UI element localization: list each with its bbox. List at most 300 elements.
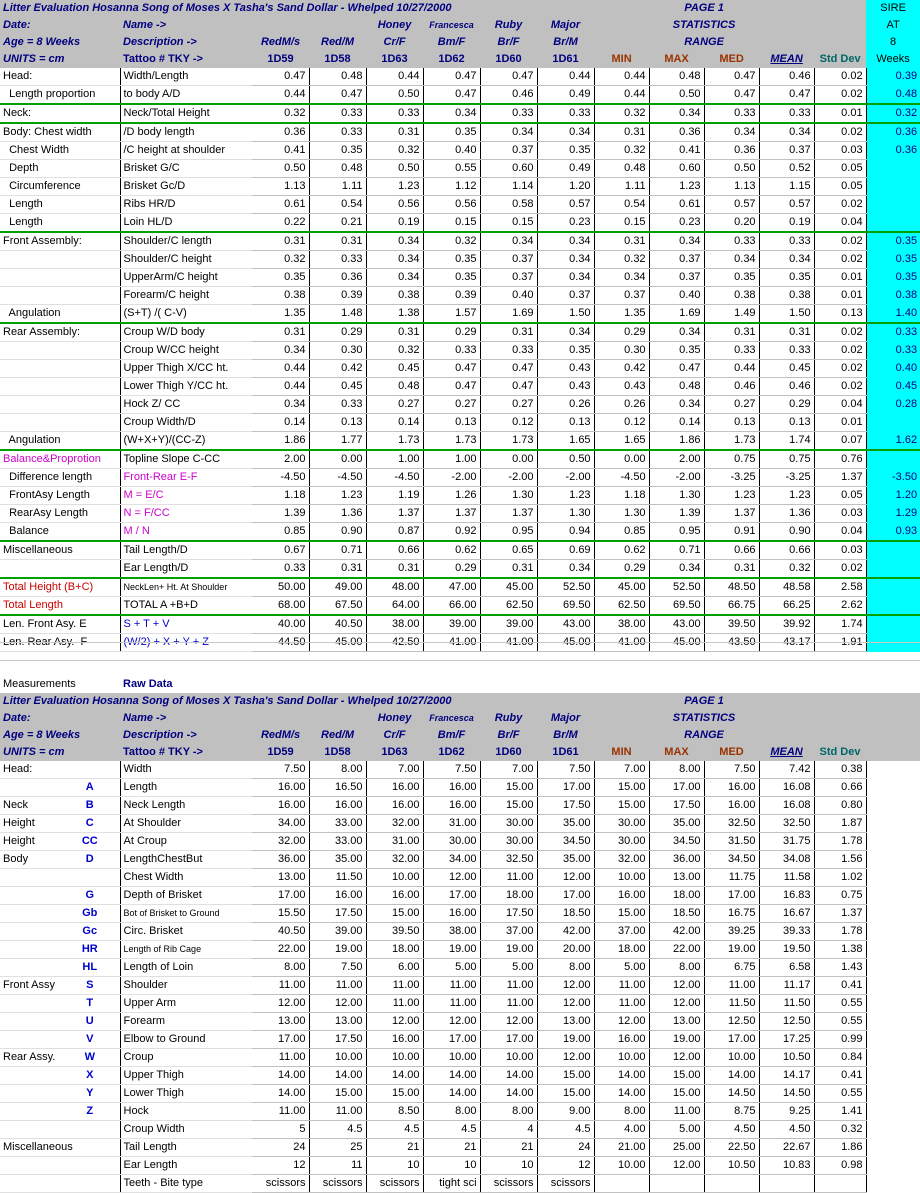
puppy-measurement: scissors: [537, 1175, 594, 1193]
mean-value: 31.75: [759, 833, 814, 851]
puppy-value: 0.39: [309, 287, 366, 305]
puppy-value: 0.71: [309, 541, 366, 560]
mean-value: 7.42: [759, 761, 814, 779]
puppy-value: 0.33: [423, 342, 480, 360]
measurement-code: HL: [60, 959, 120, 977]
measurement-desc: Width: [120, 761, 252, 779]
measurement-row: [0, 1067, 920, 1085]
blank: [866, 1013, 920, 1031]
puppy-value: 1.65: [537, 432, 594, 451]
puppy-value: -4.50: [366, 469, 423, 487]
min-value: 0.29: [594, 323, 649, 342]
puppy-value: 0.27: [423, 396, 480, 414]
ratio-row: [0, 104, 920, 123]
puppy-measurement: 4.5: [309, 1121, 366, 1139]
min-value: 0.42: [594, 360, 649, 378]
puppy-value: 0.50: [366, 86, 423, 105]
puppy-measurement: 35.00: [537, 815, 594, 833]
max-value: 1.86: [649, 432, 704, 451]
med-value: 0.20: [704, 214, 759, 233]
std-dev-value: 0.04: [814, 214, 866, 233]
min-value: 1.30: [594, 505, 649, 523]
puppy-measurement: 10.00: [309, 1049, 366, 1067]
sire-value: [866, 160, 920, 178]
puppy-value: 0.44: [252, 86, 309, 105]
puppy-value: 1.30: [480, 487, 537, 505]
puppy-value: 1.86: [252, 432, 309, 451]
mean-value: 4.50: [759, 1121, 814, 1139]
mean-value: 0.33: [759, 232, 814, 251]
min-value: 14.00: [594, 1085, 649, 1103]
puppy-value: 0.35: [423, 123, 480, 142]
puppy-measurement: 16.00: [423, 797, 480, 815]
puppy-value: 0.47: [480, 360, 537, 378]
puppy-measurement: 11.00: [366, 977, 423, 995]
med-value: 7.50: [704, 761, 759, 779]
med-value: 0.35: [704, 269, 759, 287]
puppy-tattoo-1: 1D59: [252, 51, 309, 68]
max-value: 0.37: [649, 269, 704, 287]
std-dev-value: [814, 1175, 866, 1193]
med-value: 0.91: [704, 523, 759, 542]
med-value: 11.75: [704, 869, 759, 887]
max-value: 36.00: [649, 851, 704, 869]
puppy-value: 1.26: [423, 487, 480, 505]
puppy-measurement: 16.00: [366, 779, 423, 797]
measurement-desc: Lower Thigh: [120, 1085, 252, 1103]
puppy-value: -2.00: [537, 469, 594, 487]
puppy-value: 0.38: [366, 287, 423, 305]
ratio-label: Front Assembly:: [0, 232, 120, 251]
std-dev-value: 0.02: [814, 323, 866, 342]
std-dev-value: 1.37: [814, 469, 866, 487]
puppy-tattoo-6: 1D61: [537, 51, 594, 68]
measurements-label-row: [0, 676, 920, 693]
max-value: 5.00: [649, 1121, 704, 1139]
max-value: 0.23: [649, 214, 704, 233]
min-value: 1.11: [594, 178, 649, 196]
puppy-value: 0.13: [423, 414, 480, 432]
puppy-value: 1.37: [423, 505, 480, 523]
puppy-measurement: 14.00: [480, 1085, 537, 1103]
puppy-value: 45.00: [309, 634, 366, 652]
max-value: 0.50: [649, 86, 704, 105]
blank: [814, 0, 866, 17]
blank: [866, 744, 920, 761]
sire-value: [866, 597, 920, 616]
puppy-value: 1.69: [480, 305, 537, 324]
puppy-measurement: 7.00: [480, 761, 537, 779]
puppy-measurement: 33.00: [309, 815, 366, 833]
med-value: [704, 1175, 759, 1193]
puppy-measurement: 17.00: [252, 887, 309, 905]
ratio-label: Angulation: [0, 305, 120, 324]
puppy-value: 0.45: [366, 360, 423, 378]
ratio-formula: UpperArm/C height: [120, 269, 252, 287]
std-dev-value: 1.38: [814, 941, 866, 959]
sire-value: 0.32: [866, 104, 920, 123]
ratio-row: [0, 123, 920, 142]
puppy-value: 1.37: [366, 505, 423, 523]
puppy-value: 0.31: [480, 560, 537, 579]
puppy-measurement: 12.00: [537, 869, 594, 887]
blank: [866, 941, 920, 959]
puppy-value: 0.30: [309, 342, 366, 360]
puppy-value: 0.50: [537, 450, 594, 469]
measurement-group: [0, 905, 60, 923]
ratio-row: [0, 469, 920, 487]
puppy-value: 0.32: [252, 251, 309, 269]
ratio-label: Len. Rear Asy. F: [0, 634, 120, 652]
puppy-measurement: 12: [537, 1157, 594, 1175]
ratio-label: Len. Front Asy. E: [0, 615, 120, 634]
puppy-value: 0.38: [252, 287, 309, 305]
med-value: 0.31: [704, 560, 759, 579]
puppy-measurement: 12.00: [423, 869, 480, 887]
blank: [866, 761, 920, 779]
puppy-value: 1.77: [309, 432, 366, 451]
ratio-row: [0, 505, 920, 523]
puppy-value: 40.50: [309, 615, 366, 634]
puppy-measurement: 7.50: [309, 959, 366, 977]
puppy-value: 1.23: [537, 487, 594, 505]
puppy-value: 0.62: [423, 541, 480, 560]
max-value: 1.30: [649, 487, 704, 505]
std-dev-value: 0.02: [814, 342, 866, 360]
std-dev-value: 0.02: [814, 86, 866, 105]
puppy-value: 0.95: [480, 523, 537, 542]
puppy-value: 45.00: [537, 634, 594, 652]
med-value: 0.44: [704, 360, 759, 378]
measurements-sheet: [0, 676, 920, 1193]
blank: [866, 1067, 920, 1085]
puppy-measurement: 8.00: [309, 761, 366, 779]
puppy-measurement: 21: [480, 1139, 537, 1157]
puppy-measurement: 11.00: [252, 977, 309, 995]
puppy-value: 0.40: [480, 287, 537, 305]
puppy-value: 0.33: [480, 104, 537, 123]
puppy-value: 0.29: [423, 560, 480, 579]
max-value: 18.50: [649, 905, 704, 923]
puppy-value: 0.21: [309, 214, 366, 233]
puppy-value: -4.50: [309, 469, 366, 487]
med-value: 0.13: [704, 414, 759, 432]
ratio-label: [0, 378, 120, 396]
puppy-tattoo-5: 1D60: [480, 744, 537, 761]
min-value: 37.00: [594, 923, 649, 941]
min-value: 0.32: [594, 142, 649, 160]
measurement-code: G: [60, 887, 120, 905]
puppy-measurement: 16.00: [366, 887, 423, 905]
blank: [814, 710, 866, 727]
puppy-measurement: 42.00: [537, 923, 594, 941]
sire-value: 0.35: [866, 232, 920, 251]
std-dev-value: 0.02: [814, 68, 866, 86]
puppy-value: 69.50: [537, 597, 594, 616]
measurement-group: Height: [0, 815, 60, 833]
max-value: 34.50: [649, 833, 704, 851]
ratio-label: RearAsy Length: [0, 505, 120, 523]
mean-value: 6.58: [759, 959, 814, 977]
puppy-measurement: 8.00: [480, 1103, 537, 1121]
ratio-row: [0, 251, 920, 269]
min-value: 0.62: [594, 541, 649, 560]
std-dev-value: 0.02: [814, 123, 866, 142]
name-label: Name ->: [120, 17, 252, 34]
max-value: 0.48: [649, 68, 704, 86]
blank: [814, 727, 866, 744]
measurement-code: HR: [60, 941, 120, 959]
std-dev-value: 0.02: [814, 360, 866, 378]
puppy-measurement: 34.50: [537, 833, 594, 851]
puppy-measurement: 10: [366, 1157, 423, 1175]
mean-value: 66.25: [759, 597, 814, 616]
puppy-value: 0.27: [366, 396, 423, 414]
puppy-value: 0.13: [309, 414, 366, 432]
sire-value: 1.20: [866, 487, 920, 505]
std-dev-value: 0.13: [814, 305, 866, 324]
puppy-desc-1: RedM/s: [252, 34, 309, 51]
mean-value: 12.50: [759, 1013, 814, 1031]
puppy-measurement: 39.50: [366, 923, 423, 941]
med-value: 0.38: [704, 287, 759, 305]
statistics-label: STATISTICS: [594, 17, 814, 34]
mean-value: 11.17: [759, 977, 814, 995]
mean-value: 16.08: [759, 797, 814, 815]
puppy-measurement: 8.50: [366, 1103, 423, 1121]
med-value: 34.50: [704, 851, 759, 869]
puppy-value: 0.45: [309, 378, 366, 396]
puppy-tattoo-6: 1D61: [537, 744, 594, 761]
measurement-row: [0, 869, 920, 887]
ratio-label: Chest Width: [0, 142, 120, 160]
std-dev-header: Std Dev: [814, 744, 866, 761]
ratio-formula: Ear Length/D: [120, 560, 252, 579]
measurement-desc: Chest Width: [120, 869, 252, 887]
min-value: 0.37: [594, 287, 649, 305]
med-value: 1.13: [704, 178, 759, 196]
ratio-label: Body: Chest width: [0, 123, 120, 142]
measurement-desc: Croup Width: [120, 1121, 252, 1139]
std-dev-value: 2.62: [814, 597, 866, 616]
puppy-value: 0.42: [309, 360, 366, 378]
measurement-row: [0, 833, 920, 851]
puppy-measurement: 16.00: [366, 797, 423, 815]
sire-at: AT: [866, 17, 920, 34]
puppy-value: 1.23: [309, 487, 366, 505]
ratio-formula: Neck/Total Height: [120, 104, 252, 123]
puppy-value: 0.31: [480, 323, 537, 342]
measurements-label: Measurements: [3, 678, 76, 690]
blank-spreadsheet-strip: [0, 640, 920, 676]
ratio-row: [0, 378, 920, 396]
puppy-measurement: 4.5: [423, 1121, 480, 1139]
measurement-group: Head:: [0, 761, 60, 779]
max-value: 17.50: [649, 797, 704, 815]
med-value: 10.00: [704, 1049, 759, 1067]
measurement-code: [60, 1121, 120, 1139]
measurement-code: W: [60, 1049, 120, 1067]
med-value: 8.75: [704, 1103, 759, 1121]
std-dev-value: 0.05: [814, 178, 866, 196]
mean-value: [759, 1175, 814, 1193]
puppy-value: 0.29: [309, 323, 366, 342]
std-dev-value: 0.02: [814, 378, 866, 396]
med-value: 12.50: [704, 1013, 759, 1031]
puppy-measurement: 13.00: [537, 1013, 594, 1031]
sire-value: [866, 178, 920, 196]
puppy-name-6: Major: [537, 17, 594, 34]
med-value: 16.75: [704, 905, 759, 923]
puppy-measurement: 10.00: [366, 1049, 423, 1067]
puppy-measurement: 22.00: [252, 941, 309, 959]
puppy-measurement: 15.00: [366, 1085, 423, 1103]
mean-value: 0.52: [759, 160, 814, 178]
puppy-measurement: 33.00: [309, 833, 366, 851]
measurement-row: [0, 1013, 920, 1031]
puppy-value: 1.57: [423, 305, 480, 324]
header-row-desc: [0, 34, 920, 51]
med-value: 16.00: [704, 797, 759, 815]
mean-value: -3.25: [759, 469, 814, 487]
std-dev-value: 0.84: [814, 1049, 866, 1067]
puppy-value: 0.48: [309, 160, 366, 178]
blank: [814, 17, 866, 34]
puppy-measurement: 10.00: [366, 869, 423, 887]
measurement-row: [0, 1031, 920, 1049]
ratio-formula: Lower Thigh Y/CC ht.: [120, 378, 252, 396]
std-dev-value: 0.05: [814, 487, 866, 505]
measurement-desc: Ear Length: [120, 1157, 252, 1175]
measurement-code: S: [60, 977, 120, 995]
std-dev-value: 0.76: [814, 450, 866, 469]
puppy-measurement: 7.50: [537, 761, 594, 779]
blank: [866, 693, 920, 710]
puppy-value: 0.31: [309, 232, 366, 251]
ratio-formula: Shoulder/C length: [120, 232, 252, 251]
max-value: -2.00: [649, 469, 704, 487]
mean-header: MEAN: [759, 744, 814, 761]
ratio-row: [0, 86, 920, 105]
puppy-value: 1.19: [366, 487, 423, 505]
std-dev-value: 0.98: [814, 1157, 866, 1175]
puppy-value: 1.30: [537, 505, 594, 523]
measurement-group: [0, 1175, 60, 1193]
puppy-value: 0.35: [423, 269, 480, 287]
puppy-measurement: 4: [480, 1121, 537, 1139]
max-value: 0.34: [649, 104, 704, 123]
puppy-measurement: 10.00: [423, 1049, 480, 1067]
puppy-tattoo-2: 1D58: [309, 744, 366, 761]
puppy-value: 0.47: [423, 360, 480, 378]
mean-value: 39.92: [759, 615, 814, 634]
measurement-desc: Upper Arm: [120, 995, 252, 1013]
sheet-title: Litter Evaluation Hosanna Song of Moses X Tasha's Sand Dollar - Whelped 10/27/2000: [0, 693, 594, 710]
puppy-measurement: 10.00: [480, 1049, 537, 1067]
std-dev-value: 0.38: [814, 761, 866, 779]
puppy-value: 0.26: [537, 396, 594, 414]
header-row-title: [0, 693, 920, 710]
std-dev-value: 0.03: [814, 541, 866, 560]
puppy-measurement: 15.00: [537, 1085, 594, 1103]
mean-value: 17.25: [759, 1031, 814, 1049]
puppy-value: 0.47: [309, 86, 366, 105]
puppy-measurement: 10: [480, 1157, 537, 1175]
sire-value: 0.35: [866, 269, 920, 287]
puppy-measurement: 36.00: [252, 851, 309, 869]
blank: [866, 959, 920, 977]
ratio-label: [0, 287, 120, 305]
ratio-row: [0, 432, 920, 451]
max-value: 8.00: [649, 959, 704, 977]
puppy-value: 0.34: [366, 269, 423, 287]
puppy-measurement: 32.00: [366, 851, 423, 869]
puppy-value: 44.50: [252, 634, 309, 652]
ratio-row: [0, 560, 920, 579]
puppy-value: 0.55: [423, 160, 480, 178]
std-dev-value: 1.37: [814, 905, 866, 923]
puppy-measurement: 7.50: [252, 761, 309, 779]
measurement-desc: Depth of Brisket: [120, 887, 252, 905]
puppy-value: 1.73: [366, 432, 423, 451]
max-value: 0.40: [649, 287, 704, 305]
std-dev-value: 1.87: [814, 815, 866, 833]
puppy-value: 0.36: [309, 269, 366, 287]
ratio-formula: Croup Width/D: [120, 414, 252, 432]
puppy-value: -2.00: [423, 469, 480, 487]
puppy-measurement: 10: [423, 1157, 480, 1175]
puppy-measurement: 18.00: [366, 941, 423, 959]
med-value: 32.50: [704, 815, 759, 833]
max-value: 12.00: [649, 1049, 704, 1067]
blank: [866, 779, 920, 797]
puppy-name-6: Major: [537, 710, 594, 727]
ratio-formula: /D body length: [120, 123, 252, 142]
measurement-desc: Length of Loin: [120, 959, 252, 977]
ratio-formula: Forearm/C height: [120, 287, 252, 305]
mean-value: 22.67: [759, 1139, 814, 1157]
sire-value: 0.39: [866, 68, 920, 86]
max-value: 45.00: [649, 634, 704, 652]
measurement-group: Body: [0, 851, 60, 869]
ratio-formula: M / N: [120, 523, 252, 542]
puppy-measurement: 11.00: [252, 1103, 309, 1121]
std-dev-value: 0.07: [814, 432, 866, 451]
ratio-row: [0, 305, 920, 324]
mean-value: 1.50: [759, 305, 814, 324]
sire-label: SIRE: [866, 0, 920, 17]
mean-value: 48.58: [759, 578, 814, 597]
max-value: 17.00: [649, 779, 704, 797]
std-dev-value: 1.78: [814, 923, 866, 941]
units-label: UNITS = cm: [0, 744, 120, 761]
puppy-measurement: 17.50: [309, 905, 366, 923]
med-value: 0.27: [704, 396, 759, 414]
max-value: 0.95: [649, 523, 704, 542]
puppy-value: -2.00: [480, 469, 537, 487]
puppy-value: 68.00: [252, 597, 309, 616]
puppy-value: 0.32: [423, 232, 480, 251]
std-dev-value: 0.02: [814, 251, 866, 269]
mean-value: 0.38: [759, 287, 814, 305]
max-value: 0.36: [649, 123, 704, 142]
puppy-value: 49.00: [309, 578, 366, 597]
measurement-group: [0, 1031, 60, 1049]
puppy-value: 48.00: [366, 578, 423, 597]
puppy-measurement: 13.00: [309, 1013, 366, 1031]
measurement-row: [0, 1175, 920, 1193]
puppy-measurement: 38.00: [423, 923, 480, 941]
